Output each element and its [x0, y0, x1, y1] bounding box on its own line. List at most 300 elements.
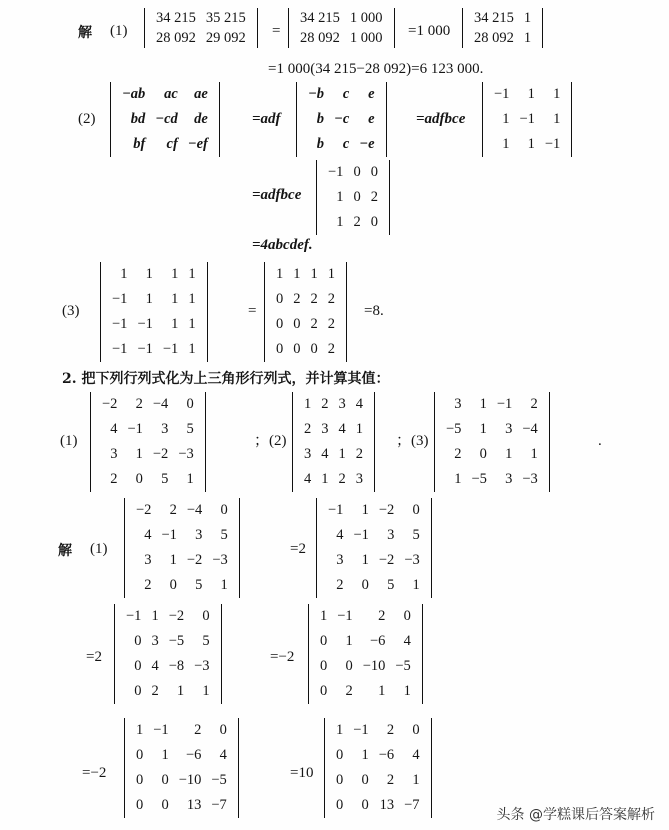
matrix-row [331, 793, 425, 818]
matrix-cell: −1 [161, 527, 177, 543]
matrix-row [117, 82, 213, 107]
question-title: 2. 把下列行列式化为上三角形行列式，并计算其值： [62, 371, 390, 387]
matrix-cell: −1 [494, 86, 510, 102]
matrix-cell: 0 [186, 396, 194, 412]
matrix-cell: 2 [353, 214, 361, 230]
matrix-cell: 1 [502, 111, 510, 127]
matrix-cell: 1 [161, 747, 169, 763]
matrix-cell: 2 [338, 471, 346, 487]
matrix-cell: 2 [378, 608, 386, 624]
matrix-cell: 0 [293, 316, 301, 332]
matrix-cell: 2 [327, 316, 335, 332]
matrix-row [323, 498, 425, 523]
matrix-cell: −1 [112, 291, 128, 307]
matrix-cell: 0 [336, 772, 344, 788]
matrix-row [97, 392, 199, 417]
matrix-table [121, 604, 215, 704]
watermark-text: 头条 @学糕课后答案解析 [496, 807, 655, 823]
matrix-cell: 0 [370, 164, 378, 180]
matrix-cell: 2 [327, 291, 335, 307]
matrix-cell: 3 [355, 471, 363, 487]
matrix-row [131, 548, 233, 573]
matrix-cell: −3 [404, 552, 420, 568]
matrix-cell: −7 [404, 797, 420, 813]
matrix-row [97, 467, 199, 492]
matrix-cell: −4 [152, 396, 169, 412]
det-s1-a [124, 498, 240, 598]
matrix-table [131, 718, 232, 818]
matrix-row [469, 8, 536, 28]
matrix-cell: 4 [144, 527, 152, 543]
matrix-cell: 2 [110, 471, 118, 487]
matrix-cell: 0 [134, 633, 142, 649]
matrix-cell: 3 [161, 421, 169, 437]
matrix-cell: 1 [505, 446, 513, 462]
matrix-cell: 1 [171, 316, 179, 332]
matrix-cell: 4 [403, 633, 411, 649]
matrix-row [131, 498, 233, 523]
matrix-cell: −1 [137, 316, 153, 332]
factor-text: =adf [252, 111, 281, 127]
det-p2-b [296, 82, 387, 157]
solution-label: 解 [78, 25, 92, 41]
matrix-cell: b [316, 111, 325, 127]
matrix-cell: −ab [122, 86, 146, 102]
matrix-cell: −1 [328, 164, 344, 180]
matrix-cell: 28 092 [474, 29, 514, 46]
matrix-row [295, 8, 388, 28]
matrix-table [117, 82, 213, 157]
matrix-cell: 3 [336, 552, 344, 568]
part2-label: (2) [78, 111, 96, 127]
matrix-cell: −4 [522, 421, 538, 437]
matrix-cell: 0 [135, 471, 143, 487]
matrix-cell: −c [334, 111, 350, 127]
matrix-row [107, 312, 201, 337]
det-p3-b [264, 262, 347, 362]
equals-sign: = [248, 303, 257, 319]
matrix-cell: −1 [544, 136, 561, 152]
matrix-cell: 0 [161, 772, 169, 788]
det-p1-a [144, 8, 258, 48]
matrix-cell: −1 [153, 722, 169, 738]
q2-label-1: (1) [60, 433, 78, 449]
matrix-cell: 1 [361, 747, 369, 763]
matrix-cell: 5 [387, 577, 395, 593]
matrix-row [271, 337, 340, 362]
matrix-row [331, 718, 425, 743]
matrix-cell: 5 [412, 527, 420, 543]
matrix-cell: 28 092 [156, 29, 196, 46]
matrix-row [323, 523, 425, 548]
matrix-cell: −1 [328, 502, 344, 518]
matrix-cell: e [368, 111, 375, 127]
matrix-cell: −1 [353, 722, 369, 738]
matrix-cell: 0 [479, 446, 487, 462]
matrix-cell: 2 [310, 291, 318, 307]
matrix-cell: c [342, 136, 350, 152]
matrix-row [489, 132, 565, 157]
matrix-table [131, 498, 233, 598]
matrix-cell: 13 [186, 797, 202, 813]
matrix-cell: 1 [553, 111, 561, 127]
matrix-cell: −1 [112, 316, 128, 332]
matrix-cell: 1 [336, 214, 344, 230]
matrix-cell: 0 [293, 341, 301, 357]
matrix-cell: 0 [134, 658, 142, 674]
det-q2-1 [90, 392, 206, 492]
matrix-table [97, 392, 199, 492]
matrix-cell: −8 [168, 658, 185, 674]
matrix-row [303, 82, 380, 107]
equals-sign: = [272, 23, 281, 39]
det-p1-c [462, 8, 543, 48]
matrix-row [303, 107, 380, 132]
matrix-cell: 1 [188, 291, 196, 307]
matrix-cell: 1 000 [349, 29, 383, 46]
matrix-row [303, 132, 380, 157]
matrix-cell: 0 [134, 683, 142, 699]
matrix-cell: ac [164, 86, 178, 102]
matrix-cell: 3 [505, 471, 513, 487]
matrix-cell: 1 [321, 471, 329, 487]
matrix-cell: 0 [136, 797, 144, 813]
factor-text: =10 [290, 765, 314, 781]
matrix-cell: 1 [327, 266, 335, 282]
matrix-cell: −1 [112, 341, 128, 357]
matrix-cell: −2 [136, 502, 152, 518]
matrix-cell: de [194, 111, 208, 127]
factor-text: =−2 [270, 649, 295, 665]
matrix-cell: 1 [527, 86, 535, 102]
matrix-cell: −2 [152, 446, 169, 462]
matrix-cell: 1 [169, 552, 177, 568]
matrix-cell: 0 [336, 797, 344, 813]
matrix-cell: 5 [202, 633, 210, 649]
matrix-cell: 0 [412, 722, 420, 738]
matrix-cell: 3 [304, 446, 312, 462]
factor-text: =1 000 [408, 23, 451, 39]
matrix-table [469, 8, 536, 48]
matrix-cell: 28 092 [300, 29, 340, 46]
matrix-table [441, 392, 543, 492]
matrix-table [489, 82, 565, 157]
det-p2-c [482, 82, 572, 157]
matrix-cell: −5 [168, 633, 185, 649]
matrix-cell: 1 [120, 266, 128, 282]
matrix-cell: 2 [386, 722, 395, 738]
matrix-cell: 2 [310, 316, 318, 332]
matrix-cell: 1 [454, 471, 462, 487]
matrix-cell: −1 [162, 341, 179, 357]
factor-text: =−2 [82, 765, 107, 781]
matrix-cell: 4 [336, 527, 344, 543]
matrix-table [299, 392, 368, 492]
matrix-cell: −1 [126, 608, 142, 624]
matrix-cell: 1 [176, 683, 185, 699]
matrix-row [151, 28, 251, 48]
matrix-cell: −4 [186, 502, 203, 518]
solution-label: 解 [58, 543, 72, 559]
matrix-row [323, 185, 383, 210]
matrix-row [315, 629, 416, 654]
matrix-cell: e [368, 86, 375, 102]
matrix-row [131, 768, 232, 793]
matrix-cell: 1 [145, 291, 153, 307]
matrix-row [315, 654, 416, 679]
det-p2-a [110, 82, 220, 157]
matrix-cell: cf [166, 136, 178, 152]
factor-text: =adfbce [416, 111, 466, 127]
det-s1-e [124, 718, 239, 818]
matrix-cell: 1 [135, 446, 143, 462]
matrix-cell: 1 [336, 189, 344, 205]
matrix-cell: 1 [530, 446, 538, 462]
matrix-cell: 1 [276, 266, 284, 282]
matrix-cell: 0 [353, 164, 361, 180]
matrix-cell: 1 [412, 577, 420, 593]
matrix-cell: −ef [187, 136, 208, 152]
matrix-cell: b [316, 136, 325, 152]
matrix-cell: 0 [276, 341, 284, 357]
matrix-cell: −1 [353, 527, 369, 543]
matrix-row [97, 442, 199, 467]
matrix-cell: 1 [220, 577, 228, 593]
matrix-cell: 2 [135, 396, 143, 412]
matrix-cell: 1 [320, 608, 328, 624]
matrix-cell: 0 [361, 577, 369, 593]
matrix-table [323, 498, 425, 598]
matrix-cell: 2 [304, 421, 312, 437]
matrix-row [271, 312, 340, 337]
matrix-cell: −2 [186, 552, 203, 568]
matrix-row [271, 287, 340, 312]
matrix-row [323, 548, 425, 573]
part1-result: =1 000(34 215−28 092)=6 123 000. [268, 61, 484, 77]
matrix-cell: 1 [293, 266, 301, 282]
period: . [598, 433, 602, 449]
matrix-cell: 3 [151, 633, 159, 649]
part3-label: (3) [62, 303, 80, 319]
matrix-row [131, 573, 233, 598]
matrix-cell: 0 [345, 658, 353, 674]
matrix-cell: −2 [102, 396, 118, 412]
matrix-cell: 1 [186, 471, 194, 487]
matrix-cell: 0 [169, 577, 177, 593]
det-s1-b [316, 498, 432, 598]
matrix-cell: 3 [454, 396, 462, 412]
matrix-cell: −2 [378, 502, 395, 518]
matrix-cell: 4 [338, 421, 346, 437]
part2-result: =4abcdef. [252, 237, 313, 253]
det-q2-2 [292, 392, 375, 492]
matrix-cell: 1 [304, 396, 312, 412]
matrix-cell: 2 [336, 577, 344, 593]
matrix-cell: 0 [310, 341, 318, 357]
matrix-cell: 1 [355, 421, 363, 437]
matrix-cell: 34 215 [300, 9, 340, 26]
matrix-cell: −1 [127, 421, 143, 437]
matrix-cell: 0 [336, 747, 344, 763]
matrix-cell: 1 [171, 291, 179, 307]
matrix-cell: 1 [361, 502, 369, 518]
matrix-cell: 3 [338, 396, 346, 412]
matrix-cell: 1 [188, 316, 196, 332]
matrix-row [97, 417, 199, 442]
matrix-table [303, 82, 380, 157]
matrix-row [121, 629, 215, 654]
matrix-row [121, 604, 215, 629]
matrix-cell: 1 [403, 683, 411, 699]
matrix-cell: 34 215 [474, 9, 514, 26]
matrix-cell: 3 [195, 527, 203, 543]
matrix-cell: 2 [293, 291, 301, 307]
matrix-row [271, 262, 340, 287]
matrix-cell: 3 [387, 527, 395, 543]
matrix-cell: 3 [110, 446, 118, 462]
matrix-cell: 2 [386, 772, 395, 788]
matrix-cell: 2 [327, 341, 335, 357]
matrix-cell: 1 [361, 552, 369, 568]
matrix-cell: 1 [502, 136, 510, 152]
matrix-cell: −6 [185, 747, 202, 763]
matrix-cell: −5 [395, 658, 411, 674]
matrix-cell: −1 [519, 111, 535, 127]
matrix-cell: 2 [530, 396, 538, 412]
det-s1-d [308, 604, 423, 704]
matrix-cell: 1 [145, 266, 153, 282]
matrix-cell: 4 [355, 396, 363, 412]
matrix-cell: −10 [362, 658, 386, 674]
det-p1-b [288, 8, 395, 48]
matrix-cell: 0 [276, 316, 284, 332]
matrix-row [315, 679, 416, 704]
matrix-cell: c [342, 86, 350, 102]
matrix-row [299, 467, 368, 492]
matrix-cell: 1 [202, 683, 210, 699]
matrix-cell: −10 [178, 772, 202, 788]
part3-result: =8. [364, 303, 384, 319]
matrix-row [295, 28, 388, 48]
matrix-cell: 4 [151, 658, 159, 674]
matrix-cell: −6 [369, 633, 386, 649]
matrix-table [271, 262, 340, 362]
q2-label-2: ；(2) [254, 433, 287, 449]
matrix-cell: 1 [553, 86, 561, 102]
matrix-cell: 4 [110, 421, 118, 437]
matrix-cell: −1 [137, 341, 153, 357]
matrix-cell: 4 [219, 747, 227, 763]
matrix-cell: 3 [144, 552, 152, 568]
matrix-cell: 0 [219, 722, 227, 738]
matrix-cell: 1 [171, 266, 179, 282]
matrix-row [489, 107, 565, 132]
matrix-cell: −5 [471, 471, 487, 487]
matrix-cell: 2 [151, 683, 159, 699]
matrix-cell: 1 [336, 722, 344, 738]
matrix-cell: bd [130, 111, 146, 127]
matrix-cell: 1 000 [349, 9, 383, 26]
matrix-table [315, 604, 416, 704]
matrix-cell: −6 [378, 747, 395, 763]
matrix-cell: 4 [412, 747, 420, 763]
matrix-row [151, 8, 251, 28]
matrix-cell: 5 [161, 471, 169, 487]
matrix-cell: 1 [136, 722, 144, 738]
matrix-cell: 2 [370, 189, 378, 205]
matrix-row [299, 392, 368, 417]
matrix-cell: 1 [527, 136, 535, 152]
matrix-cell: 1 [345, 633, 353, 649]
matrix-cell: 2 [144, 577, 152, 593]
matrix-cell: 4 [304, 471, 312, 487]
matrix-cell: 0 [136, 772, 144, 788]
matrix-cell: 1 [523, 29, 532, 46]
matrix-cell: 1 [479, 396, 487, 412]
matrix-cell: 0 [370, 214, 378, 230]
matrix-cell: 5 [186, 421, 194, 437]
matrix-cell: 4 [321, 446, 329, 462]
matrix-row [117, 107, 213, 132]
matrix-cell: 1 [310, 266, 318, 282]
matrix-row [299, 417, 368, 442]
matrix-cell: −2 [378, 552, 395, 568]
matrix-cell: 0 [403, 608, 411, 624]
matrix-cell: −3 [212, 552, 228, 568]
matrix-cell: 34 215 [156, 9, 196, 26]
matrix-cell: 0 [412, 502, 420, 518]
matrix-row [441, 467, 543, 492]
matrix-row [131, 523, 233, 548]
matrix-cell: 13 [379, 797, 395, 813]
matrix-row [441, 442, 543, 467]
q2-label-3: ；(3) [396, 433, 429, 449]
matrix-cell: 1 [188, 266, 196, 282]
matrix-row [121, 654, 215, 679]
matrix-row [107, 262, 201, 287]
matrix-cell: −3 [178, 446, 194, 462]
factor-text: =2 [86, 649, 102, 665]
matrix-cell: −3 [522, 471, 538, 487]
factor-text: =adfbce [252, 187, 302, 203]
matrix-table [107, 262, 201, 362]
part1-label: (1) [110, 23, 128, 39]
matrix-cell: ae [194, 86, 208, 102]
matrix-cell: −5 [211, 772, 227, 788]
matrix-row [107, 287, 201, 312]
det-s1-f [324, 718, 432, 818]
det-s1-c [114, 604, 222, 704]
sol1-label: (1) [90, 541, 108, 557]
matrix-row [323, 160, 383, 185]
matrix-cell: 0 [202, 608, 210, 624]
matrix-row [469, 28, 536, 48]
matrix-cell: 0 [320, 633, 328, 649]
matrix-cell: 2 [345, 683, 353, 699]
matrix-cell: 3 [321, 421, 329, 437]
matrix-table [295, 8, 388, 48]
matrix-row [131, 743, 232, 768]
matrix-cell: 1 [151, 608, 159, 624]
matrix-cell: −1 [337, 608, 353, 624]
matrix-cell: 5 [220, 527, 228, 543]
matrix-row [323, 210, 383, 235]
matrix-cell: 0 [276, 291, 284, 307]
matrix-cell: 0 [353, 189, 361, 205]
matrix-cell: 0 [361, 797, 369, 813]
matrix-row [315, 604, 416, 629]
matrix-cell: 0 [136, 747, 144, 763]
